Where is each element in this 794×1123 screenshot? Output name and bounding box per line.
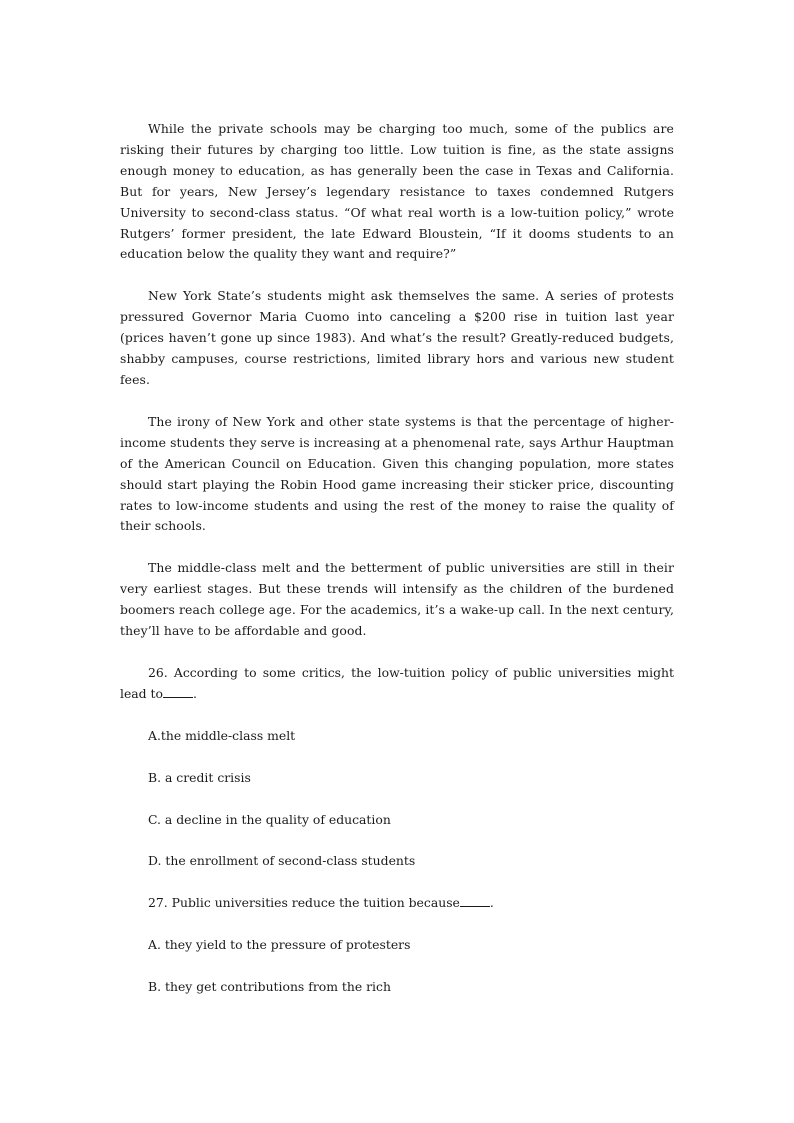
question-26-option-c: C. a decline in the quality of education: [148, 811, 391, 827]
passage-paragraph-1: While the private schools may be charging too much, some of the publics are risking their futures by charging too little. Low tuition is fine, as the state assigns enough money to education, as has generally been the case in Texas and California. But for years, New Jersey’s legendary resistance to taxes condemned Rutgers University to second-class status. “Of what real worth is a low-tuition policy,” wrote Rutgers’ former president, the late Edward Bloustein, “If it dooms students to an education below the quality they want and require?”: [120, 121, 674, 262]
answer-blank: [460, 894, 490, 907]
answer-blank: [163, 685, 193, 698]
passage-paragraph-4: The middle-class melt and the betterment of public universities are still in their very earliest stages. But these trends will intensify as the children of the burdened boomers reach college age. For the academics, it’s a wake-up call. In the next century, they’ll have to be affordable and good.: [120, 560, 674, 639]
question-26-option-a: A.the middle-class melt: [148, 727, 296, 743]
question-26-text: 26. According to some critics, the low-tuition policy of public universities might lead to: [120, 664, 674, 701]
document-page: [120, 119, 674, 1019]
passage-paragraph-2: New York State’s students might ask themselves the same. A series of protests pressured Governor Maria Cuomo into canceling a $200 rise in tuition last year (prices haven’t gone up since 1983). And what’s the result? Greatly-reduced budgets, shabby campuses, course restrictions, limited library hors and various new student fees.: [120, 288, 674, 387]
question-27-text: 27. Public universities reduce the tuition because: [148, 895, 460, 911]
question-26-option-d: D. the enrollment of second-class students: [148, 853, 416, 869]
question-26-stem: [120, 663, 674, 705]
question-26-end: .: [193, 685, 197, 701]
question-27-end: .: [489, 895, 494, 911]
passage-paragraph-3: The irony of New York and other state systems is that the percentage of higher-income students they serve is increasing at a phenomenal rate, says Arthur Hauptman of the American Council on Education. Given this changing population, more states should start playing the Robin Hood game increasing their sticker price, discounting rates to low-income students and using the rest of the money to raise the quality of their schools.: [120, 413, 674, 534]
question-26-option-b: B. a credit crisis: [148, 769, 251, 785]
question-27-stem: [120, 893, 674, 914]
question-27-option-b: B. they get contributions from the rich: [148, 979, 391, 995]
question-27-option-a: A. they yield to the pressure of protesters: [148, 937, 411, 953]
